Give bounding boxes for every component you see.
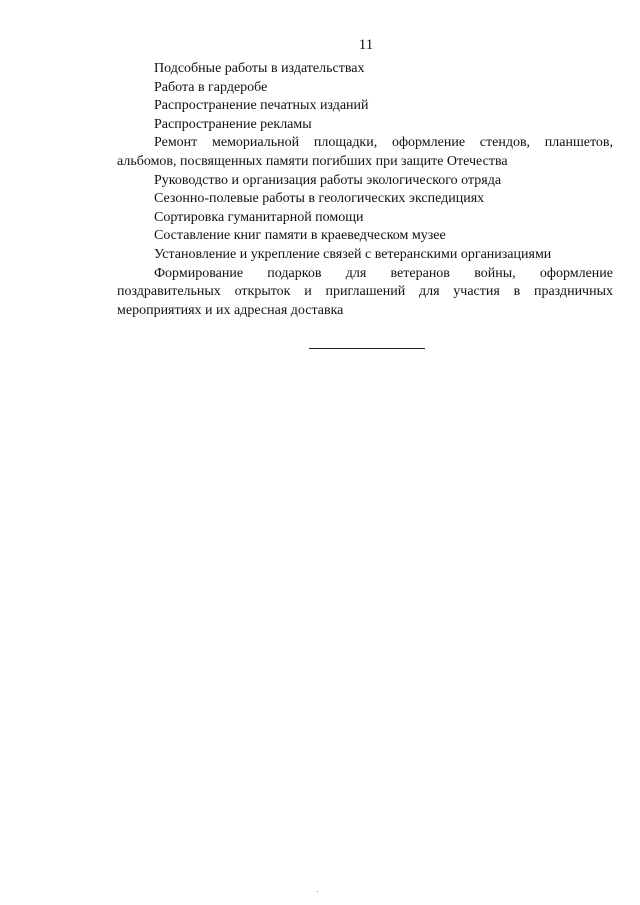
- list-item: Составление книг памяти в краеведческом музее: [154, 228, 446, 244]
- list-item: Сезонно-полевые работы в геологических экспедициях: [154, 191, 485, 207]
- work-list: [117, 60, 613, 320]
- list-item: Распространение рекламы: [154, 116, 312, 132]
- page-number: 11: [358, 37, 374, 53]
- list-item: Сортировка гуманитарной помощи: [154, 209, 364, 225]
- list-item: Ремонт мемориальной площадки, оформление стендов, планшетов, альбомов, посвященных памяти погибших при защите Отечества: [117, 135, 613, 169]
- end-separator-line: [309, 348, 425, 349]
- list-item: Работа в гардеробе: [154, 79, 268, 95]
- scan-speck: [317, 891, 318, 892]
- list-item: Установление и укрепление связей с ветеранскими организациями: [154, 246, 552, 262]
- list-item: Руководство и организация работы экологического отряда: [154, 172, 502, 188]
- list-item: Подсобные работы в издательствах: [154, 61, 365, 76]
- list-item: Распространение печатных изданий: [154, 98, 369, 114]
- list-item: Формирование подарков для ветеранов войны, оформление поздравительных открыток и приглашений для участия в праздничных мероприятиях и их адресная доставка: [117, 265, 613, 318]
